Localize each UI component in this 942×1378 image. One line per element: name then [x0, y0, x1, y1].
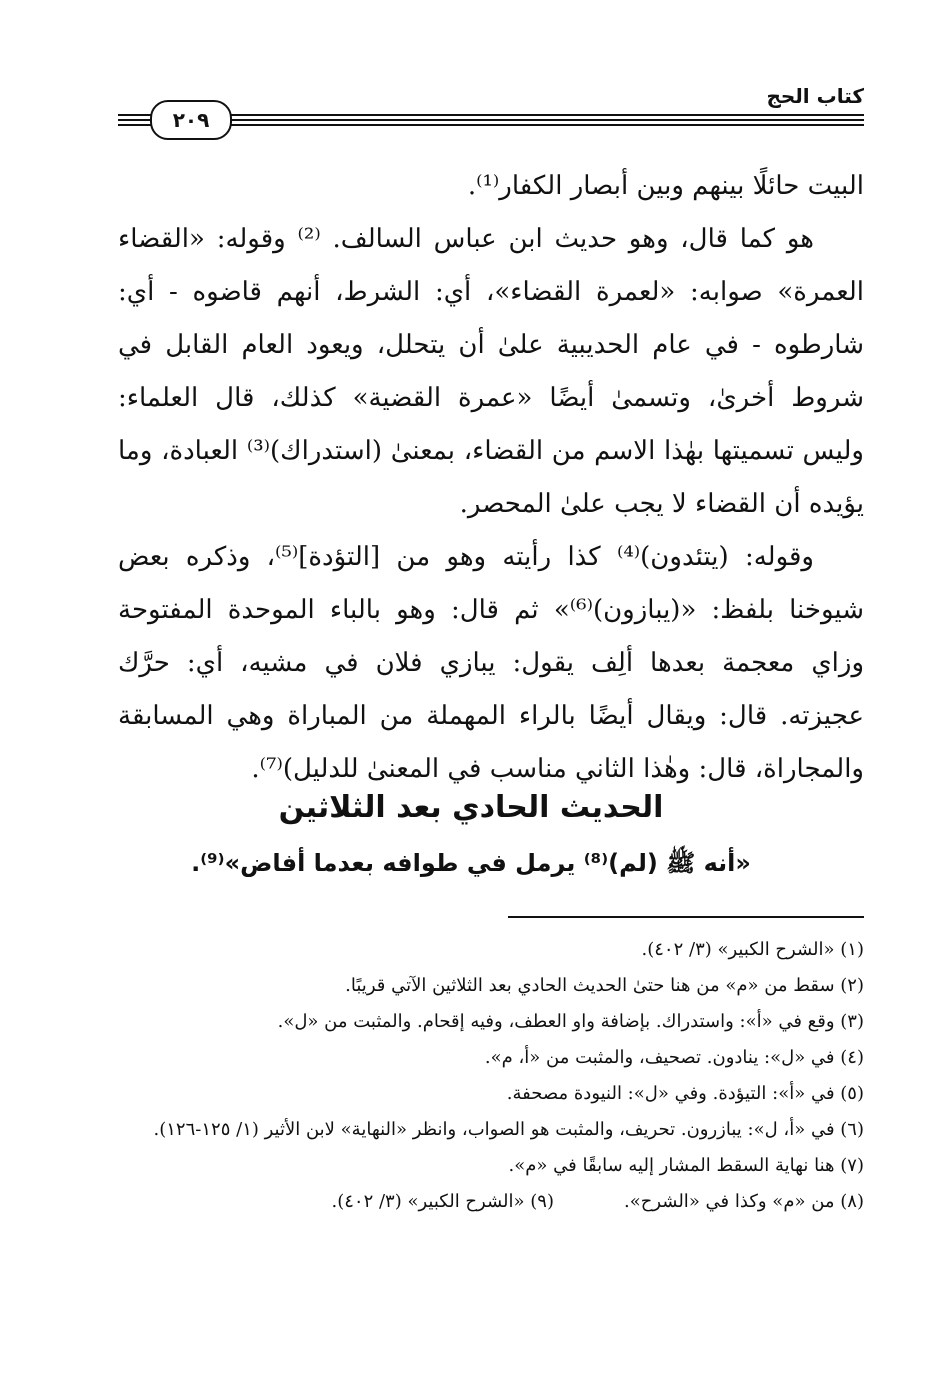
footnote: (٢) سقط من «م» من هنا حتىٰ الحديث الحادي بعد الثلاثين الآتي قريبًا. [345, 975, 864, 996]
footnote-separator [508, 916, 864, 918]
footnote: (٧) هنا نهاية السقط المشار إليه سابقًا في «م». [508, 1155, 864, 1176]
running-title: كتاب الحج [766, 84, 864, 108]
footnote: (٦) في «أ، ل»: يبازرون. تحريف، والمثبت هو الصواب، وانظر «النهاية» لابن الأثير (١/ ١٢٥-١٢٦). [153, 1119, 864, 1140]
footnote: (٩) «الشرح الكبير» (٣/ ٤٠٢). [331, 1191, 554, 1212]
section-heading: الحديث الحادي بعد الثلاثين [278, 790, 664, 825]
footnote: (١) «الشرح الكبير» (٣/ ٤٠٢). [641, 939, 864, 960]
footnote: (٥) في «أ»: التيؤدة. وفي «ل»: النيودة مصحفة. [506, 1083, 864, 1104]
footnotes [118, 932, 864, 1220]
page-number: ٢٠٩ [150, 100, 232, 140]
hadith-text: «أنه ﷺ (لم)⁽⁸⁾ يرمل في طوافه بعدما أفاض»⁽⁹⁾. [191, 849, 751, 877]
paragraph: البيت حائلًا بينهم وبين أبصار الكفار⁽¹⁾. [467, 171, 864, 201]
footnote: (٣) وقع في «أ»: واستدراك. بإضافة واو العطف، وفيه إقحام. والمثبت من «ل». [277, 1011, 864, 1032]
main-text [118, 160, 864, 796]
footnote: (٨) من «م» وكذا في «الشرح». [623, 1191, 864, 1212]
paragraph: هو كما قال، وهو حديث ابن عباس السالف. ⁽²⁾ وقوله: «القضاء العمرة» صوابه: «لعمرة القضاء»، أي: الشرط، أنهم قاضوه - أي: شارطوه - في عام الحديبية علىٰ أن يتحلل، ويعود العام القابل في شروط أخرىٰ، وتسمىٰ أيضًا «عمرة القضية» كذلك، قال العلماء: وليس تسميتها بهٰذا الاسم من القضاء، بمعنىٰ (استدراك)⁽³⁾ العبادة، وما يؤيده أن القضاء لا يجب علىٰ المحصر. [118, 224, 864, 519]
footnote-gap [554, 1184, 624, 1220]
footnote: (٤) في «ل»: ينادون. تصحيف، والمثبت من «أ، م». [484, 1047, 864, 1068]
footnote-row [118, 1184, 864, 1220]
paragraph: وقوله: (يتئدون)⁽⁴⁾ كذا رأيته وهو من [التؤدة]⁽⁵⁾، وذكره بعض شيوخنا بلفظ: «(يبازون)⁽⁶⁾» ثم قال: وهو بالباء الموحدة المفتوحة وزاي معجمة بعدها ألِف يقول: يبازي فلان في مشيه، أي: حرَّك عجيزته. قال: ويقال أيضًا بالراء المهملة من المباراة وهي المسابقة والمجاراة، قال: وهٰذا الثاني مناسب في المعنىٰ للدليل)⁽⁷⁾. [118, 542, 865, 784]
